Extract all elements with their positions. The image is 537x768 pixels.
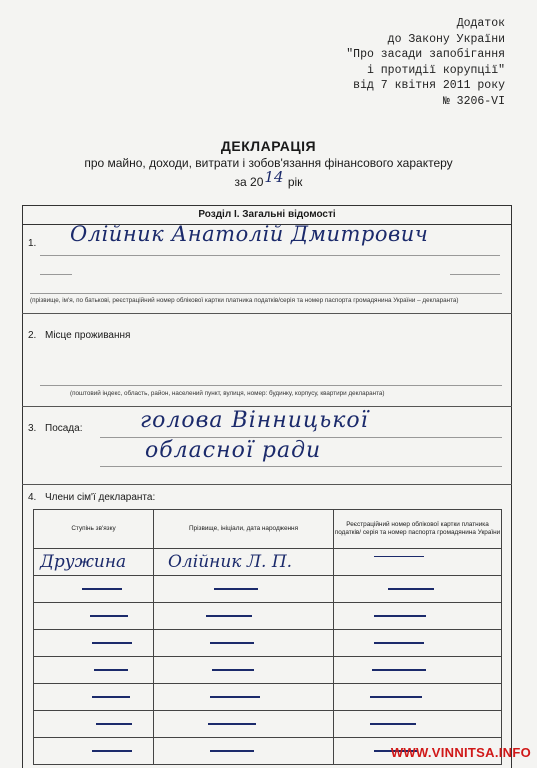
position-label: Посада: [45,423,83,434]
col-header-relation: Ступінь зв'язку [34,510,154,549]
table-row [34,549,502,576]
declaration-subtitle: про майно, доходи, витрати і зобов'язання фінансового характеру [84,156,453,170]
table-row [34,603,502,630]
relation-handwritten: Дружина [40,552,127,572]
name-dash-right [450,274,500,275]
residence-label: Місце проживання [45,330,131,341]
section-heading: Розділ І. Загальні відомості [22,205,512,225]
annex-note [275,16,505,109]
year-prefix: за 20 [234,175,264,189]
name-bottom-line [30,293,502,294]
table-cell [154,549,334,576]
year-handwritten: 14 [264,168,284,186]
family-label: Члени сім'ї декларанта: [45,492,156,503]
section-divider [22,484,512,485]
year-suffix: рік [287,175,303,189]
member-name-handwritten: Олійник Л. П. [168,552,293,572]
position-handwritten-line1: голова Вінницької [140,408,369,433]
name-underline [40,255,500,256]
annex-line: від 7 квітня 2011 року [353,79,505,92]
item2-number: 2. [28,330,37,341]
item3-number: 3. [28,423,37,434]
table-row [34,630,502,657]
annex-line: і протидії корупції" [366,63,505,77]
declarant-name-handwritten: Олійник Анатолій Дмитрович [70,222,429,246]
item2-hint: (поштовий індекс, область, район, населений пункт, вулиця, номер: будинку, корпусу, квартири декларанта) [70,390,385,397]
table-cell [334,549,502,576]
annex-line: "Про засади запобігання [346,48,505,61]
section-divider [22,313,512,314]
declaration-year [0,168,537,190]
col-header-taxid: Реєстраційний номер облікової картки платника податків/ серія та номер паспорта громадянина України [334,510,502,549]
table-row [34,576,502,603]
family-table [33,509,502,765]
residence-line [40,385,502,386]
item1-hint: (прізвище, ім'я, по батькові, реєстраційний номер облікової картки платника податків/серія та номер паспорта громадянина України – декларанта) [30,297,459,304]
annex-line: Додаток [456,17,505,30]
section-divider [22,406,512,407]
name-dash-left [40,274,72,275]
table-header-row [34,510,502,549]
site-watermark: WWW.VINNITSA.INFO [390,745,531,760]
item1-number: 1. [28,238,37,249]
position-line2 [100,466,502,467]
annex-line: № 3206-VI [442,94,505,108]
declaration-title: ДЕКЛАРАЦІЯ [220,138,317,154]
position-handwritten-line2: обласної ради [145,438,322,463]
col-header-name: Прізвище, ініціали, дата народження [154,510,334,549]
table-row [34,684,502,711]
table-cell [34,549,154,576]
item4-number: 4. [28,492,37,503]
annex-line: до Закону України [387,32,505,46]
table-row [34,711,502,738]
table-row [34,657,502,684]
